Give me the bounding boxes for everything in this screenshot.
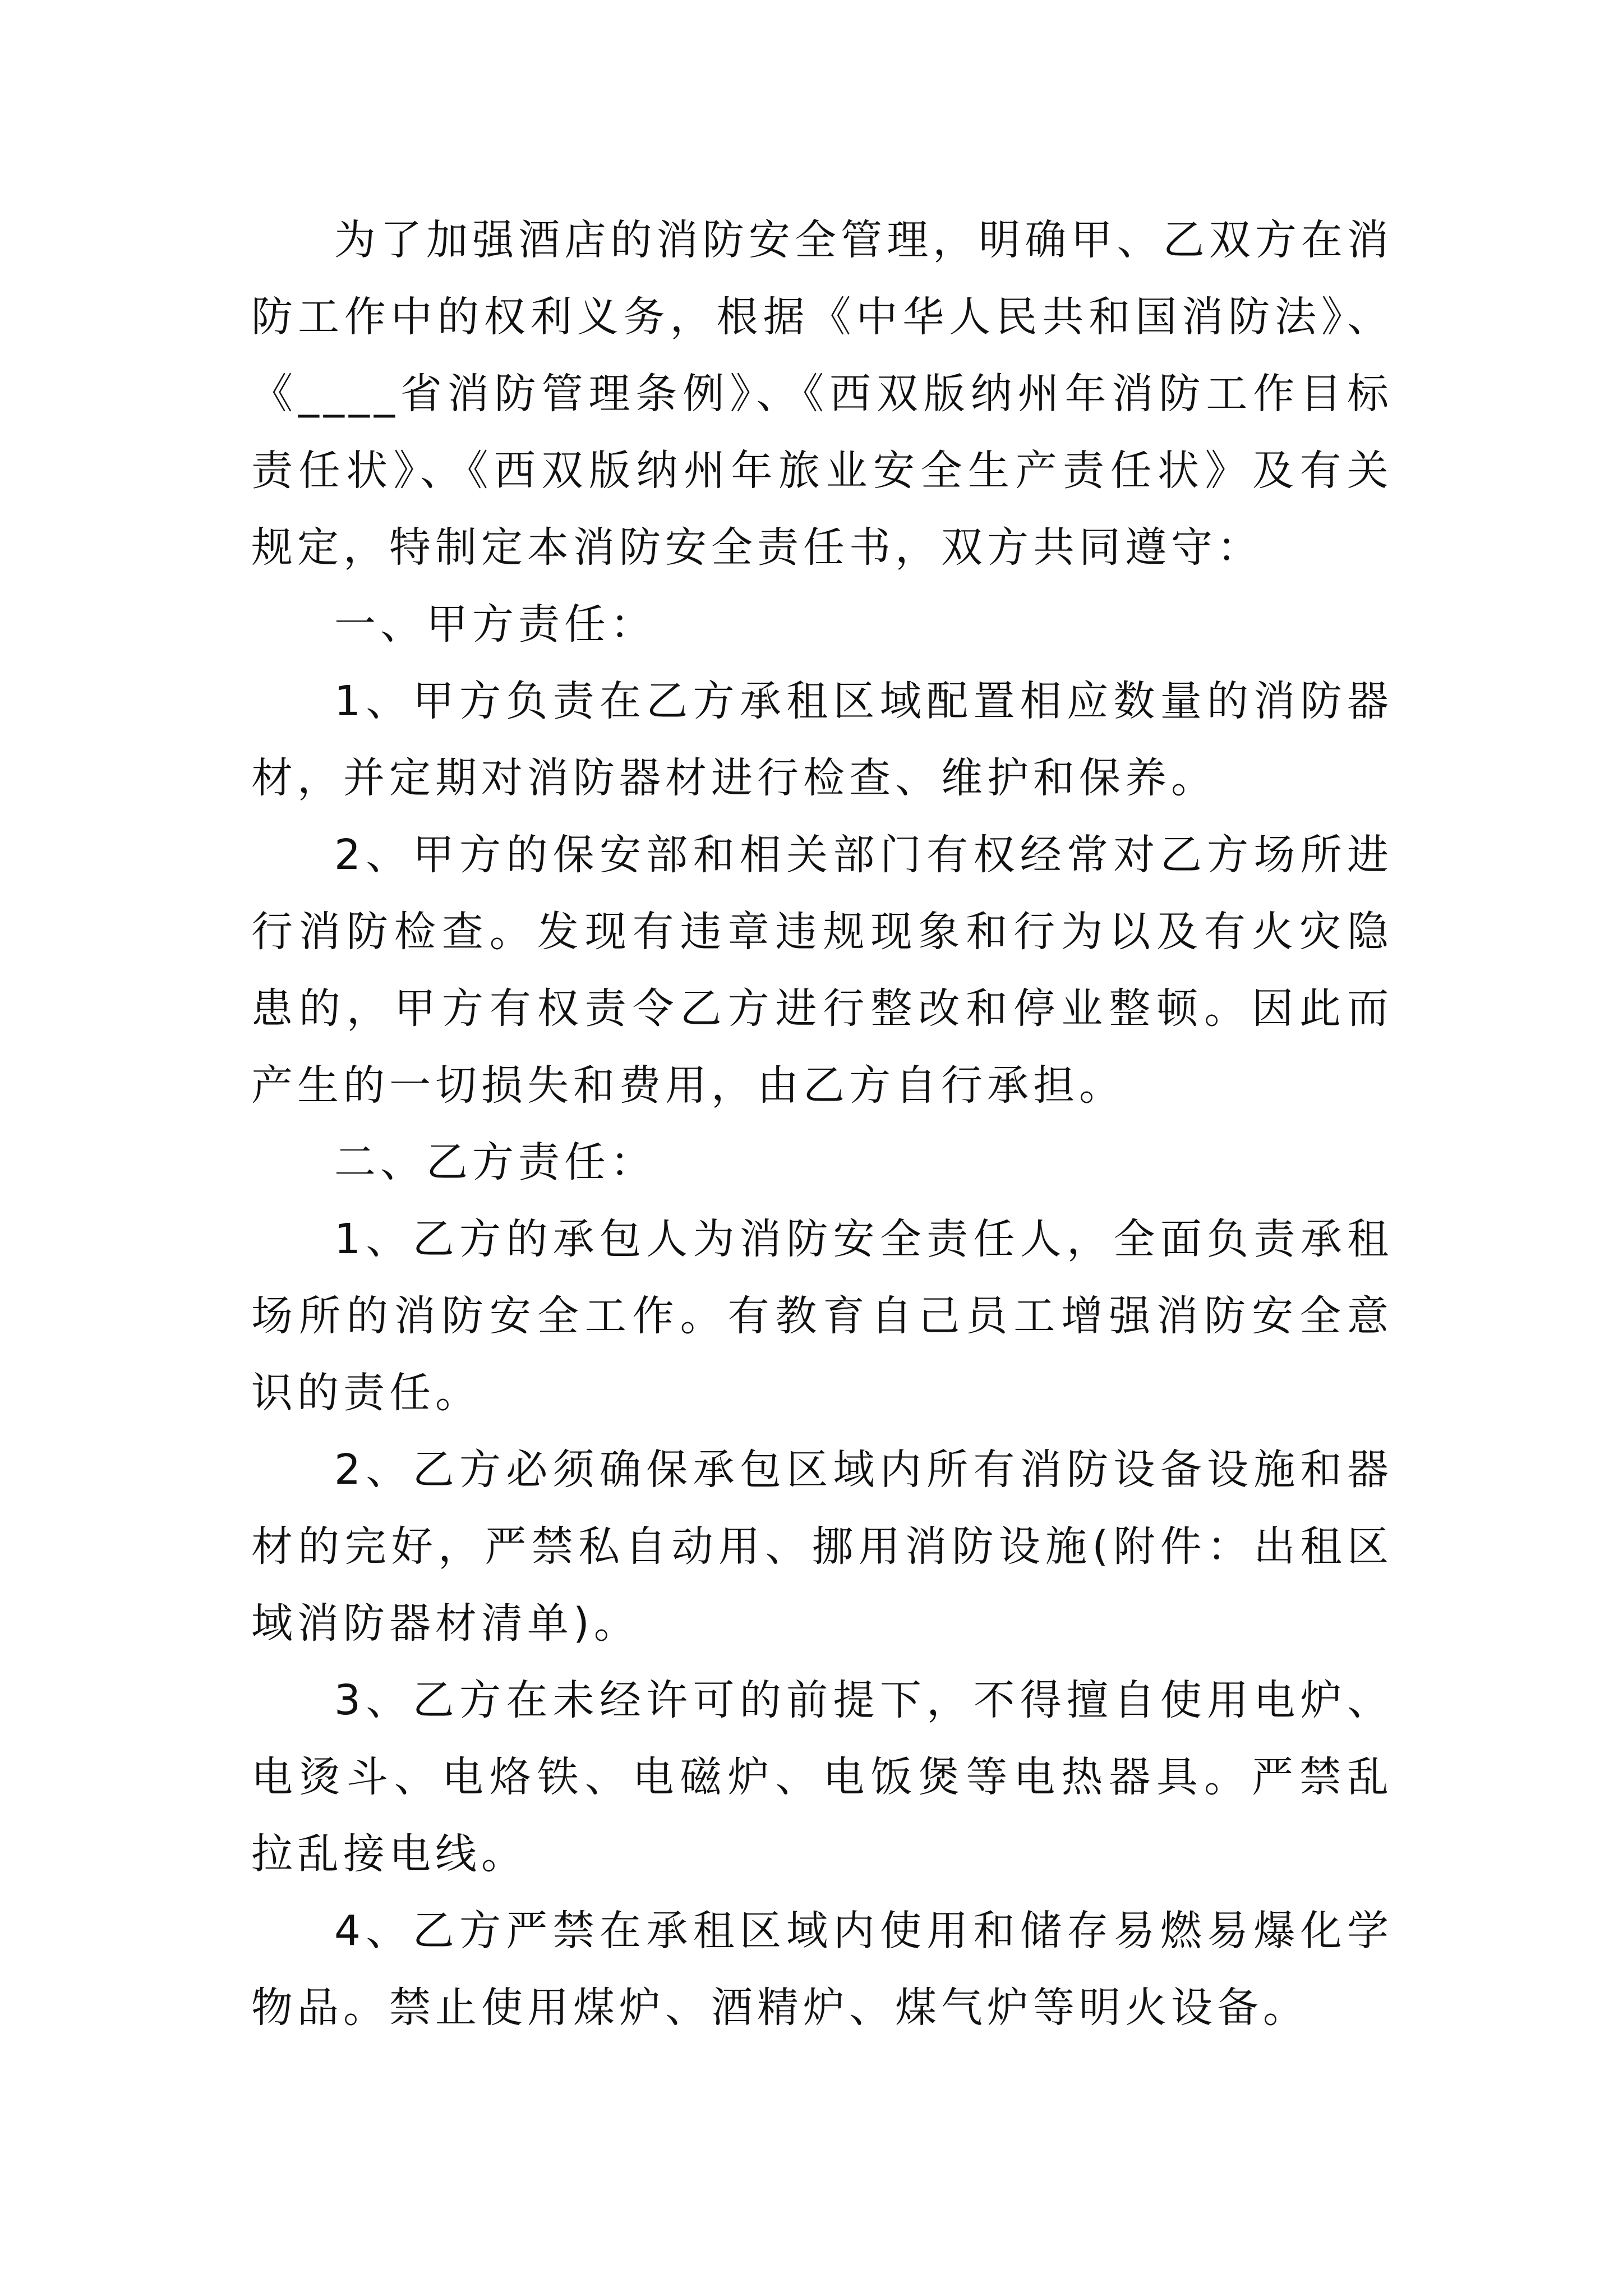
- intro-paragraph: 为了加强酒店的消防安全管理，明确甲、乙双方在消防工作中的权利义务，根据《中华人民共和国消防法》、《____省消防管理条例》、《西双版纳州年消防工作目标责任状》、《西双版纳州年旅业安全生产责任状》及有关规定，特制定本消防安全责任书，双方共同遵守：: [251, 216, 1393, 572]
- party-b-clause-2: 2、乙方必须确保承包区域内所有消防设备设施和器材的完好，严禁私自动用、挪用消防设施(附件：出租区域消防器材清单)。: [251, 1446, 1393, 1648]
- party-a-clause-1: 1、甲方负责在乙方承租区域配置相应数量的消防器材，并定期对消防器材进行检查、维护和保养。: [251, 677, 1393, 802]
- party-b-clause-1: 1、乙方的承包人为消防安全责任人，全面负责承租场所的消防安全工作。有教育自己员工增强消防安全意识的责任。: [251, 1215, 1393, 1417]
- section-heading-party-b: 二、乙方责任：: [334, 1138, 656, 1186]
- party-b-clause-4: 4、乙方严禁在承租区域内使用和储存易燃易爆化学物品。禁止使用煤炉、酒精炉、煤气炉等明火设备。: [251, 1907, 1393, 2032]
- party-a-clause-2: 2、甲方的保安部和相关部门有权经常对乙方场所进行消防检查。发现有违章违规现象和行为以及有火灾隐患的，甲方有权责令乙方进行整改和停业整顿。因此而产生的一切损失和费用，由乙方自行承担。: [251, 831, 1393, 1110]
- section-heading-party-a: 一、甲方责任：: [334, 600, 656, 648]
- document-page: [251, 202, 1393, 2046]
- party-b-clause-3: 3、乙方在未经许可的前提下，不得擅自使用电炉、电烫斗、电烙铁、电磁炉、电饭煲等电热器具。严禁乱拉乱接电线。: [251, 1676, 1393, 1878]
